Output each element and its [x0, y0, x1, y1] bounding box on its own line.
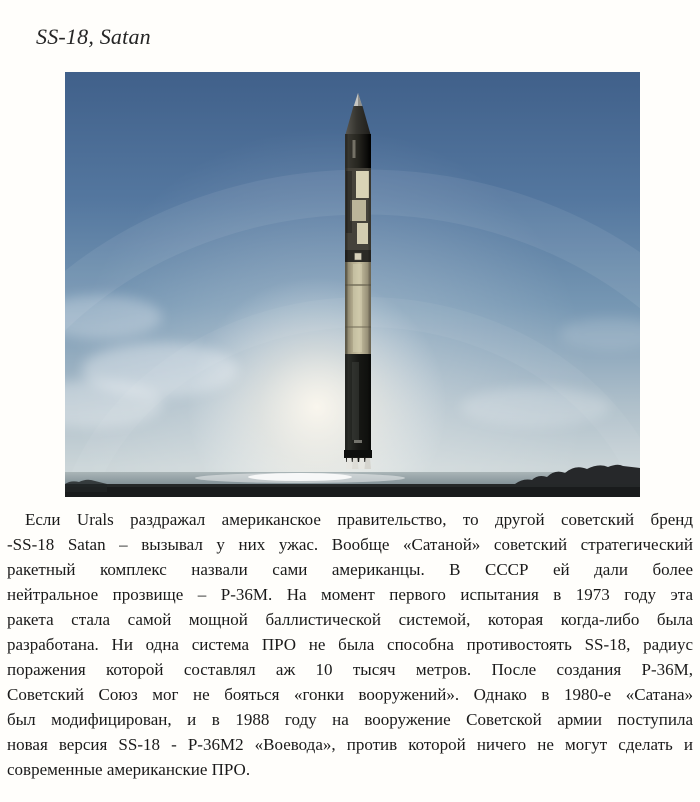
missile-seam-2 [345, 326, 371, 328]
paragraph-line: ракетный комплекс назвали сами американцы. В СССР ей дали более [7, 560, 693, 579]
missile-stage-sheen [352, 362, 359, 440]
paragraph-line: -SS-18 Satan – вызывал у них ужас. Вообще «Сатаной» советский стратегический [7, 535, 693, 554]
paragraph-line: ракета стала самой мощной баллистической системой, которая когда-либо была [7, 610, 693, 629]
missile-upper-marking [353, 140, 356, 158]
missile-hatch [355, 253, 362, 260]
paragraph-line: поражения которой составлял аж 10 тысяч метров. После создания Р-36М, [7, 660, 693, 679]
missile-panel-1 [356, 171, 369, 198]
missile-pale-highlight [353, 264, 362, 352]
missile-upper-stage [345, 134, 371, 170]
page-title: SS-18, Satan [36, 24, 151, 49]
missile-photo-canvas [65, 72, 640, 497]
paragraph-line: был модифицирован, и в 1988 году на вооружение Советской армии поступила [7, 710, 693, 729]
article-text [7, 507, 693, 782]
paragraph-line: современные американские ПРО. [7, 760, 251, 779]
missile-photo [65, 72, 640, 497]
missile [344, 93, 372, 469]
missile-skirt [344, 450, 372, 458]
paragraph-line: нейтральное прозвище – Р-36М. На момент первого испытания в 1973 году эта [7, 585, 693, 604]
ground-texture [65, 484, 640, 487]
sun-reflection [248, 473, 352, 481]
missile-panel-2 [350, 200, 366, 221]
paragraph-line: разработана. Ни одна система ПРО не была способна противостоять SS-18, радиус [7, 635, 693, 654]
missile-panel-3 [357, 223, 368, 244]
missile-seam-1 [345, 284, 371, 286]
missile-edge-left [345, 134, 348, 452]
missile-stage-label [354, 440, 362, 443]
paragraph-line: Советский Союз мог не бояться «гонки вооружений». Однако в 1980-е «Сатана» [7, 685, 693, 704]
paragraph-line: Если Urals раздражал американское правительство, то другой советский бренд [25, 510, 693, 529]
paragraph-line: новая версия SS-18 - Р-36М2 «Воевода», против которой ничего не могут сделать и [7, 735, 693, 754]
missile-edge-right [369, 134, 372, 452]
